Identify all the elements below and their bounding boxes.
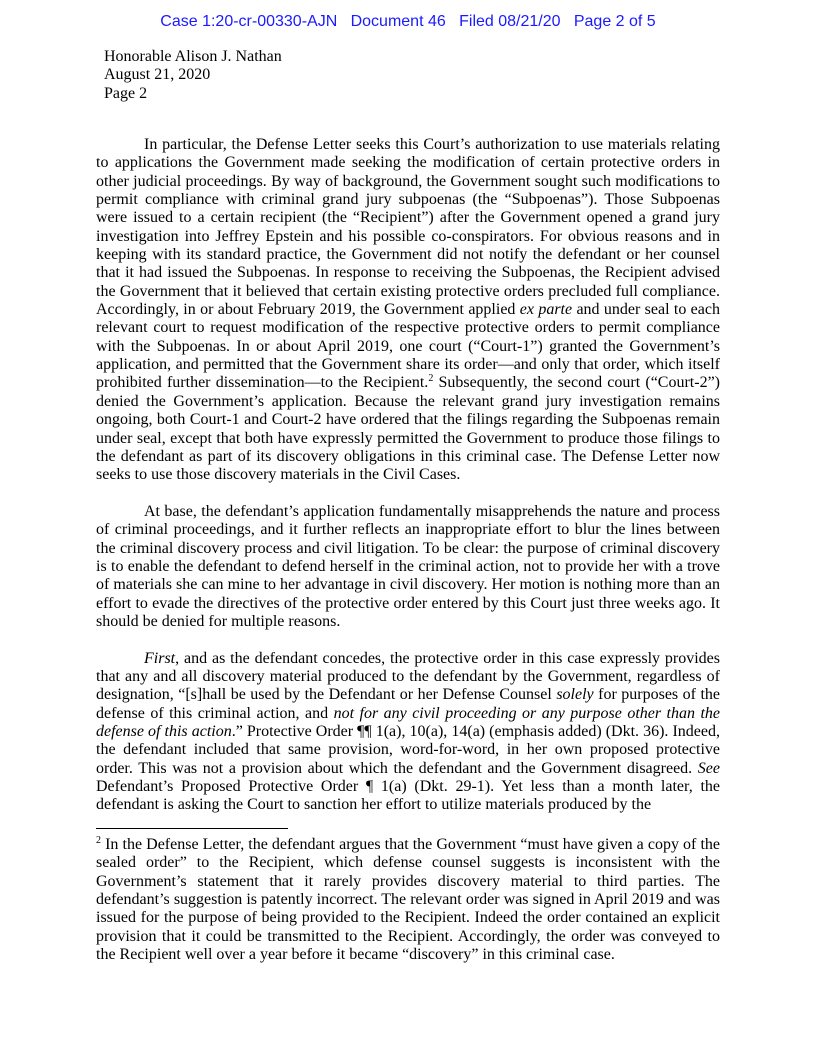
text-run: and under seal to each relevant court to request modification of the respective protective orders to permit compliance with the Subpoenas. In or about April 2019, one court (“Court-1”) granted the Government’s application, and permitted that the Government share its order—and only that order, which itself prohibited further dissemination—to the Recipient. (96, 301, 720, 392)
page-label: Page 2 (104, 84, 148, 102)
text-run: Defendant’s Proposed Protective Order ¶ 1(a) (Dkt. 29-1). Yet less than a month later, the defendant is asking the Court to sanction her effort to utilize materials produced by the (96, 778, 720, 814)
footnote-separator (96, 828, 288, 829)
text-run: .” Protective Order ¶¶ 1(a), 10(a), 14(a) (emphasis added) (Dkt. 36). Indeed, the defendant included that same provision, word-for-word, in her own proposed protective order. This was not a provision about which the defendant and the Government disagreed. (96, 723, 721, 777)
footnote-2 (96, 836, 720, 964)
case-number: Case 1:20-cr-00330-AJN (160, 13, 338, 30)
italic-text: not for any civil proceeding or any purpose other than the defense of this action (96, 704, 721, 740)
italic-text: solely (556, 686, 594, 704)
footnotes (96, 836, 720, 964)
paragraph (96, 136, 720, 485)
text-run: for purposes of the defense of this criminal action, and (96, 686, 720, 722)
page-count: Page 2 of 5 (573, 13, 656, 30)
letter-heading (104, 48, 282, 103)
footnote-number: 2 (96, 835, 101, 846)
italic-text: ex parte (519, 301, 573, 319)
document-number: Document 46 (350, 13, 446, 30)
text-run: In particular, the Defense Letter seeks this Court’s authorization to use materials relating to applications the Government made seeking the modification of certain protective orders in other judicial proceedings. By way of background, the Government sought such modifications to permit compliance with criminal grand jury subpoenas (the “Subpoenas”). Those Subpoenas were issued to a certain recipient (the “Recipient”) after the Government opened a grand jury investigation into Jeffrey Epstein and his possible co-conspirators. For obvious reasons and in keeping with its standard practice, the Government did not notify the defendant or her counsel that it had issued the Subpoenas. In response to receiving the Subpoenas, the Recipient advised the Government that it believed that certain existing protective orders precluded full compliance. Accordingly, in or about February 2019, the Government applied (96, 136, 720, 319)
text-run: , and as the defendant concedes, the protective order in this case expressly provides that any and all discovery material produced to the defendant by the Government, regardless of designation, “[s]hall be used by the Defendant or her Defense Counsel (96, 649, 720, 704)
letter-date: August 21, 2020 (104, 66, 211, 84)
filed-date: Filed 08/21/20 (459, 13, 561, 30)
footnote-reference: 2 (428, 373, 434, 385)
footnote-text: In the Defense Letter, the defendant argues that the Government “must have given a copy of the sealed order” to the Recipient, which defense counsel suggests is inconsistent with the Government’s statement that it rarely provides discovery material to third parties. The defendant’s suggestion is patently incorrect. The relevant order was signed in April 2019 and was issued for the purpose of being provided to the Recipient. Indeed the order contained an explicit provision that it could be transmitted to the Recipient. Accordingly, the order was conveyed to the Recipient well over a year before it became “discovery” in this criminal case. (96, 836, 720, 964)
italic-text: First (144, 649, 176, 667)
ecf-filing-header (0, 13, 816, 31)
addressee: Honorable Alison J. Nathan (104, 48, 282, 65)
italic-text: See (697, 759, 720, 777)
letter-body (96, 136, 720, 815)
text-run: At base, the defendant’s application fundamentally misapprehends the nature and process of criminal proceedings, and it further reflects an inappropriate effort to blur the lines between the criminal discovery process and civil litigation. To be clear: the purpose of criminal discovery is to enable the defendant to defend herself in the criminal action, not to provide her with a trove of materials she can mine to her advantage in civil discovery. Her motion is nothing more than an effort to evade the directives of the protective order entered by this Court just three weeks ago. It should be denied for multiple reasons. (96, 502, 720, 630)
paragraph (96, 503, 720, 631)
text-run: Subsequently, the second court (“Court-2”) denied the Government’s application. Because the relevant grand jury investigation remains ongoing, both Court-1 and Court-2 have ordered that the filings regarding the Subpoenas remain under seal, except that both have expressly permitted the Government to produce those filings to the defendant as part of its discovery obligations in this criminal case. The Defense Letter now seeks to use those discovery materials in the Civil Cases. (96, 374, 721, 484)
paragraph (96, 650, 720, 815)
